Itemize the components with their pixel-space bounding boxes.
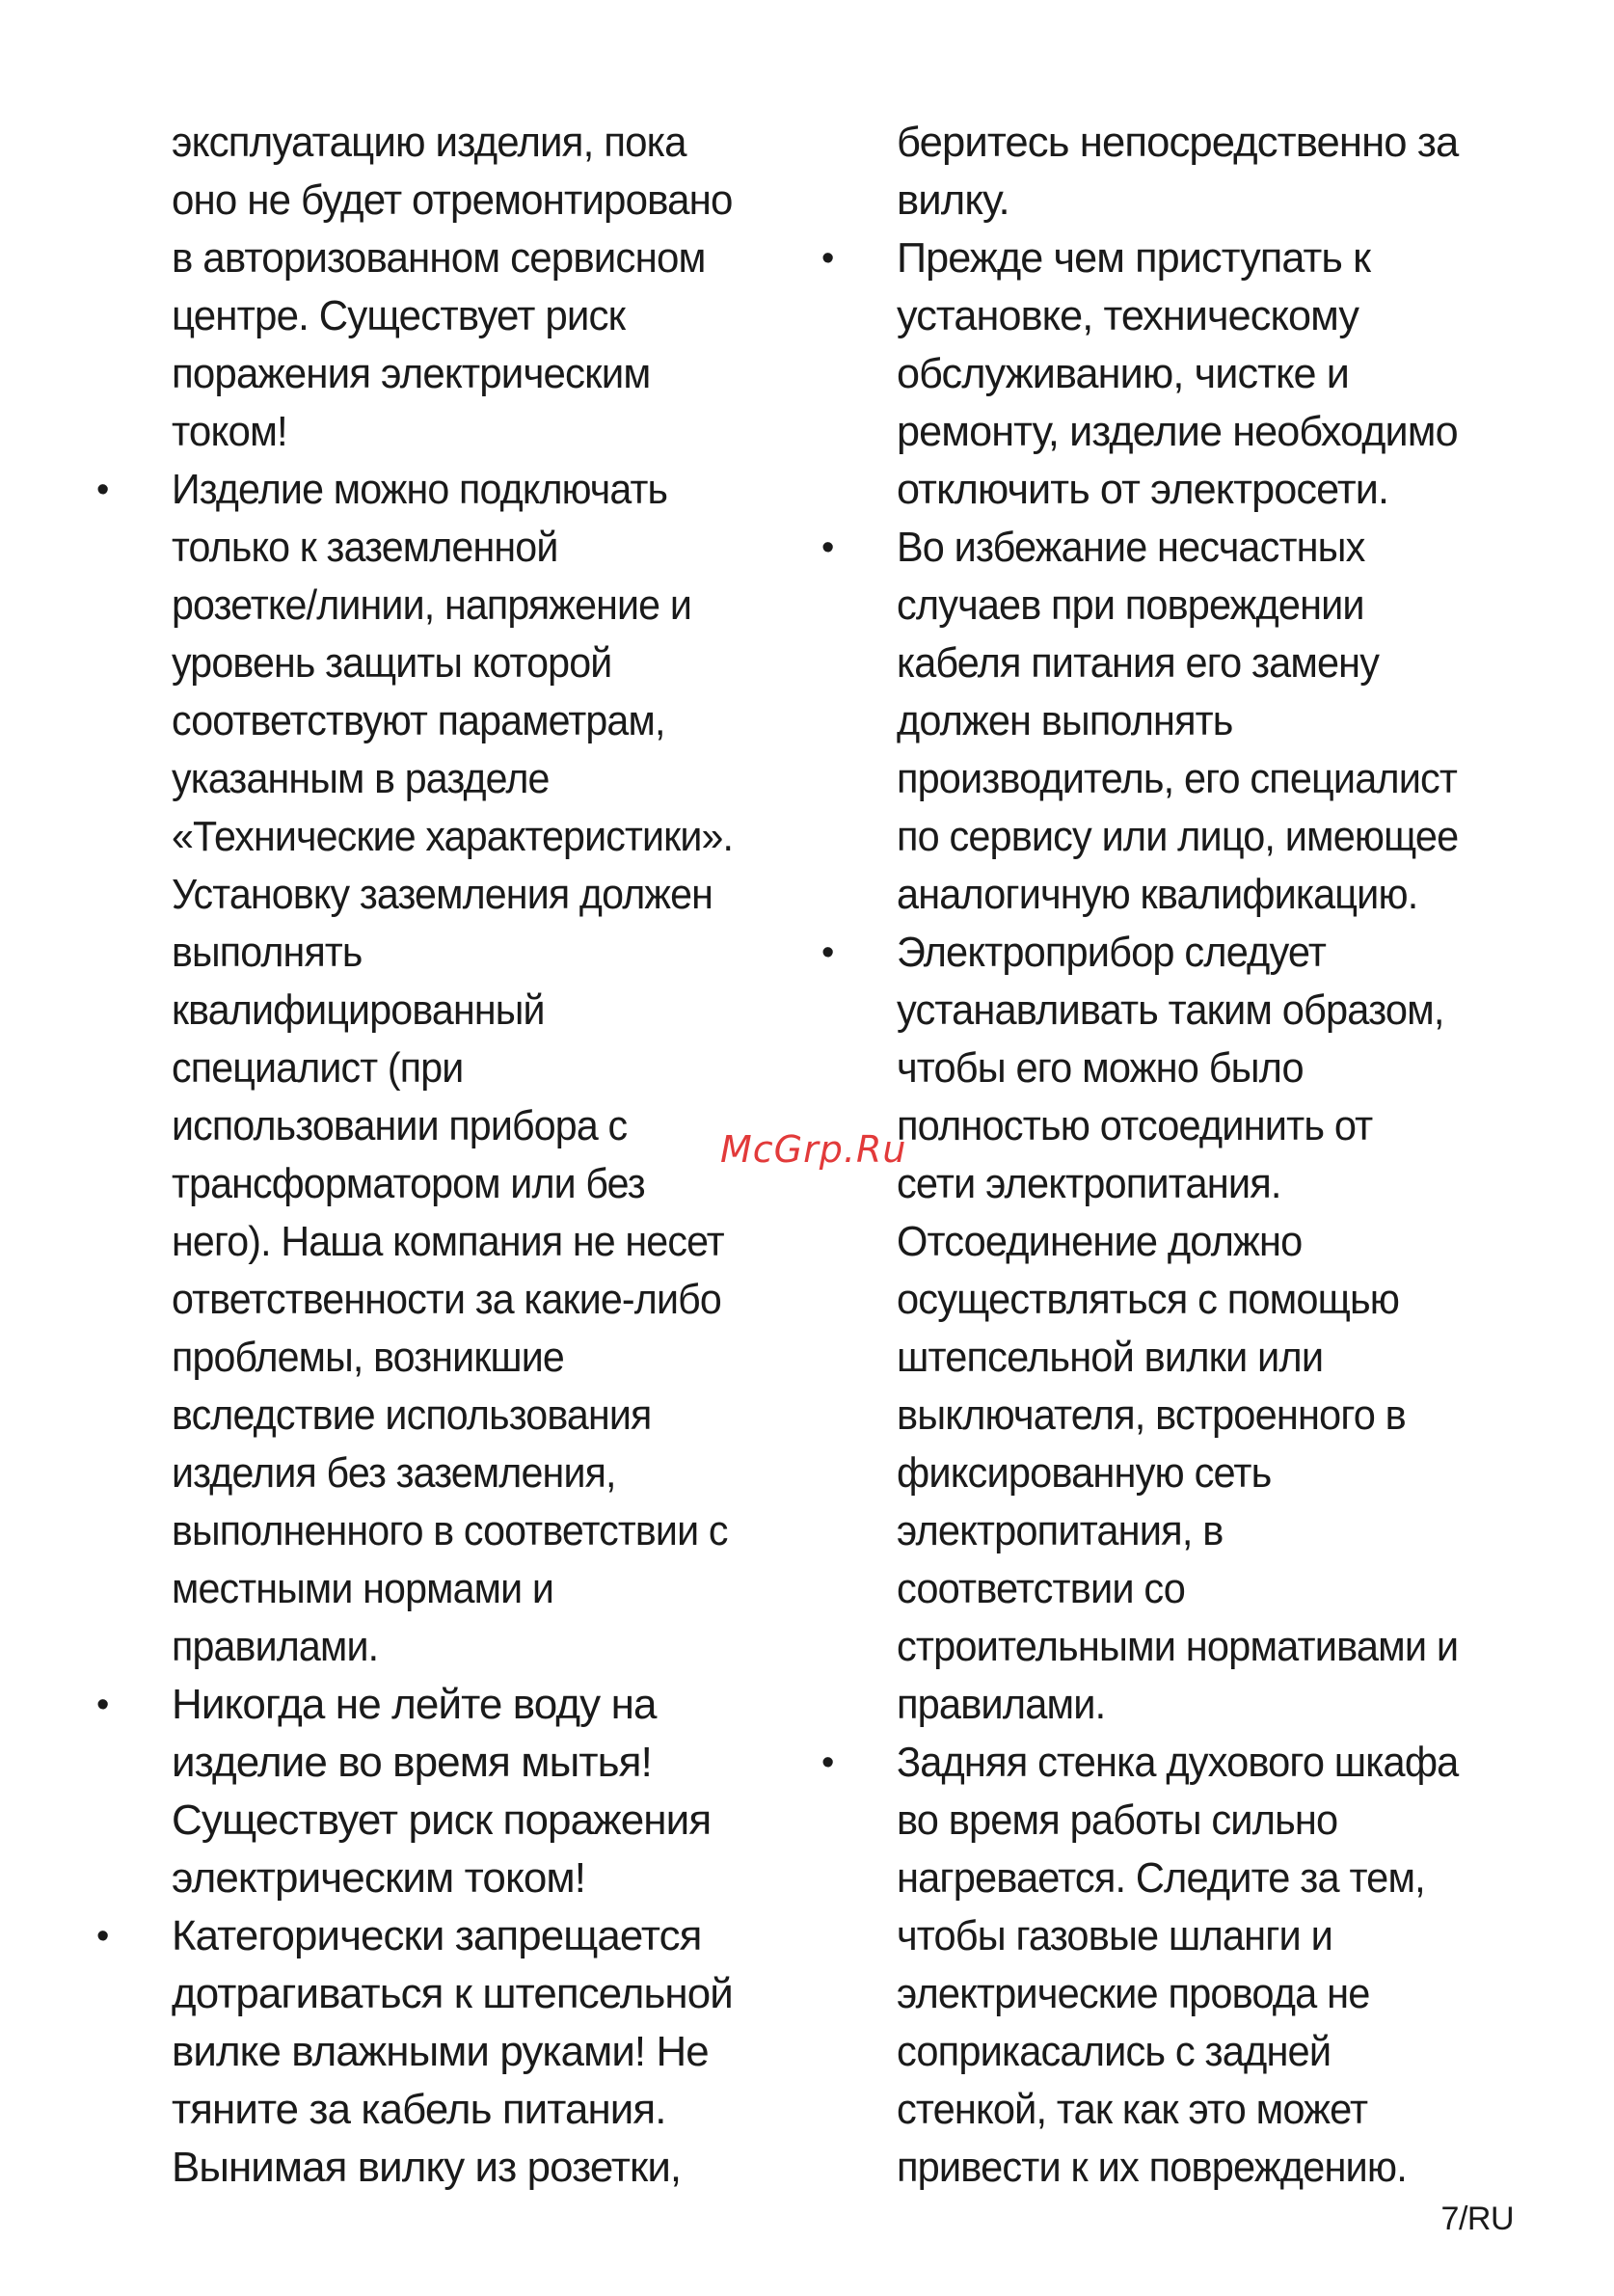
right-column	[821, 114, 1458, 2197]
text-line: соответствуют параметрам,	[172, 697, 665, 744]
text-line: Изделие можно подключать	[172, 466, 668, 513]
text-line: трансформатором или без	[172, 1160, 645, 1207]
text-line: Вынимая вилку из розетки,	[172, 2144, 682, 2191]
text-line: правилами.	[172, 1623, 379, 1670]
text-line: кабеля питания его замену	[897, 639, 1380, 687]
text-line: привести к их повреждению.	[897, 2144, 1407, 2191]
text-line: выполненного в соответствии с	[172, 1507, 728, 1554]
list-item	[96, 114, 733, 461]
text-line: строительными нормативами и	[897, 1623, 1459, 1670]
bullet-icon: •	[821, 238, 834, 279]
text-line: проблемы, возникшие	[172, 1334, 564, 1381]
text-line: вилку.	[897, 176, 1009, 224]
text-line: стенкой, так как это может	[897, 2086, 1368, 2133]
text-line: чтобы его можно было	[897, 1044, 1304, 1092]
text-line: Задняя стенка духового шкафа	[897, 1739, 1459, 1786]
page-number: 7/RU	[1440, 2201, 1514, 2237]
left-column	[96, 114, 733, 2197]
text-line: Во избежание несчастных	[897, 524, 1365, 571]
text-line: оно не будет отремонтировано	[172, 176, 733, 224]
list-item	[821, 1734, 1458, 2197]
text-line: «Технические характеристики».	[172, 813, 734, 860]
text-line: установке, техническому	[897, 292, 1359, 339]
text-line: обслуживанию, чистке и	[897, 350, 1350, 397]
text-line: изделие во время мытья!	[172, 1739, 652, 1786]
text-line: специалист (при	[172, 1044, 464, 1092]
text-line: Никогда не лейте воду на	[172, 1681, 657, 1728]
text-line: беритесь непосредственно за	[897, 119, 1459, 166]
text-line: соответствии со	[897, 1565, 1186, 1612]
text-line: уровень защиты которой	[172, 639, 612, 687]
text-line: Установку заземления должен	[172, 871, 713, 918]
text-line: осуществляться с помощью	[897, 1276, 1400, 1323]
bullet-icon: •	[96, 1685, 109, 1725]
text-line: дотрагиваться к штепсельной	[172, 1970, 733, 2017]
list-item	[821, 230, 1458, 519]
watermark: McGrp.Ru	[720, 1128, 907, 1171]
text-line: только к заземленной	[172, 524, 558, 571]
text-line: электрическим током!	[172, 1854, 586, 1902]
bullet-icon: •	[821, 1742, 834, 1783]
bullet-icon: •	[96, 1916, 109, 1957]
text-line: использовании прибора с	[172, 1102, 628, 1149]
text-line: квалифицированный	[172, 986, 545, 1034]
text-line: выключателя, встроенного в	[897, 1391, 1406, 1439]
text-line: случаев при повреждении	[897, 581, 1364, 629]
list-item	[821, 519, 1458, 924]
text-line: центре. Существует риск	[172, 292, 626, 339]
bullet-icon: •	[96, 470, 109, 510]
text-line: фиксированную сеть	[897, 1449, 1272, 1497]
list-item	[821, 924, 1458, 1734]
list-item	[96, 1907, 733, 2197]
text-line: током!	[172, 408, 287, 455]
text-line: тяните за кабель питания.	[172, 2086, 666, 2133]
text-line: электрические провода не	[897, 1970, 1370, 2017]
text-line: Прежде чем приступать к	[897, 234, 1371, 282]
text-line: соприкасались с задней	[897, 2028, 1332, 2075]
text-line: по сервису или лицо, имеющее	[897, 813, 1459, 860]
text-line: ответственности за какие-либо	[172, 1276, 721, 1323]
text-line: ремонту, изделие необходимо	[897, 408, 1458, 455]
text-line: Категорически запрещается	[172, 1912, 702, 1959]
text-line: правилами.	[897, 1681, 1106, 1728]
text-line: чтобы газовые шланги и	[897, 1912, 1332, 1959]
text-line: электропитания, в	[897, 1507, 1224, 1554]
text-line: устанавливать таким образом,	[897, 986, 1444, 1034]
list-item	[96, 1676, 733, 1907]
list-item	[96, 461, 733, 1676]
list-item	[821, 114, 1458, 230]
text-line: вилке влажными руками! Не	[172, 2028, 709, 2075]
text-line: поражения электрическим	[172, 350, 651, 397]
text-line: Существует риск поражения	[172, 1796, 712, 1844]
text-line: производитель, его специалист	[897, 755, 1458, 802]
bullet-icon: •	[821, 527, 834, 568]
text-line: должен выполнять	[897, 697, 1233, 744]
text-line: эксплуатацию изделия, пока	[172, 119, 686, 166]
text-line: полностью отсоединить от	[897, 1102, 1373, 1149]
text-line: местными нормами и	[172, 1565, 554, 1612]
text-line: штепсельной вилки или	[897, 1334, 1324, 1381]
text-line: аналогичную квалификацию.	[897, 871, 1418, 918]
text-line: Отсоединение должно	[897, 1218, 1303, 1265]
text-line: в авторизованном сервисном	[172, 234, 706, 282]
text-line: изделия без заземления,	[172, 1449, 616, 1497]
text-line: нагревается. Следите за тем,	[897, 1854, 1425, 1902]
text-line: выполнять	[172, 929, 363, 976]
text-line: сети электропитания.	[897, 1160, 1281, 1207]
text-line: него). Наша компания не несет	[172, 1218, 724, 1265]
bullet-icon: •	[821, 932, 834, 973]
text-line: во время работы сильно	[897, 1796, 1338, 1844]
text-line: указанным в разделе	[172, 755, 550, 802]
text-line: вследствие использования	[172, 1391, 652, 1439]
text-line: отключить от электросети.	[897, 466, 1389, 513]
text-line: Электроприбор следует	[897, 929, 1327, 976]
text-line: розетке/линии, напряжение и	[172, 581, 692, 629]
